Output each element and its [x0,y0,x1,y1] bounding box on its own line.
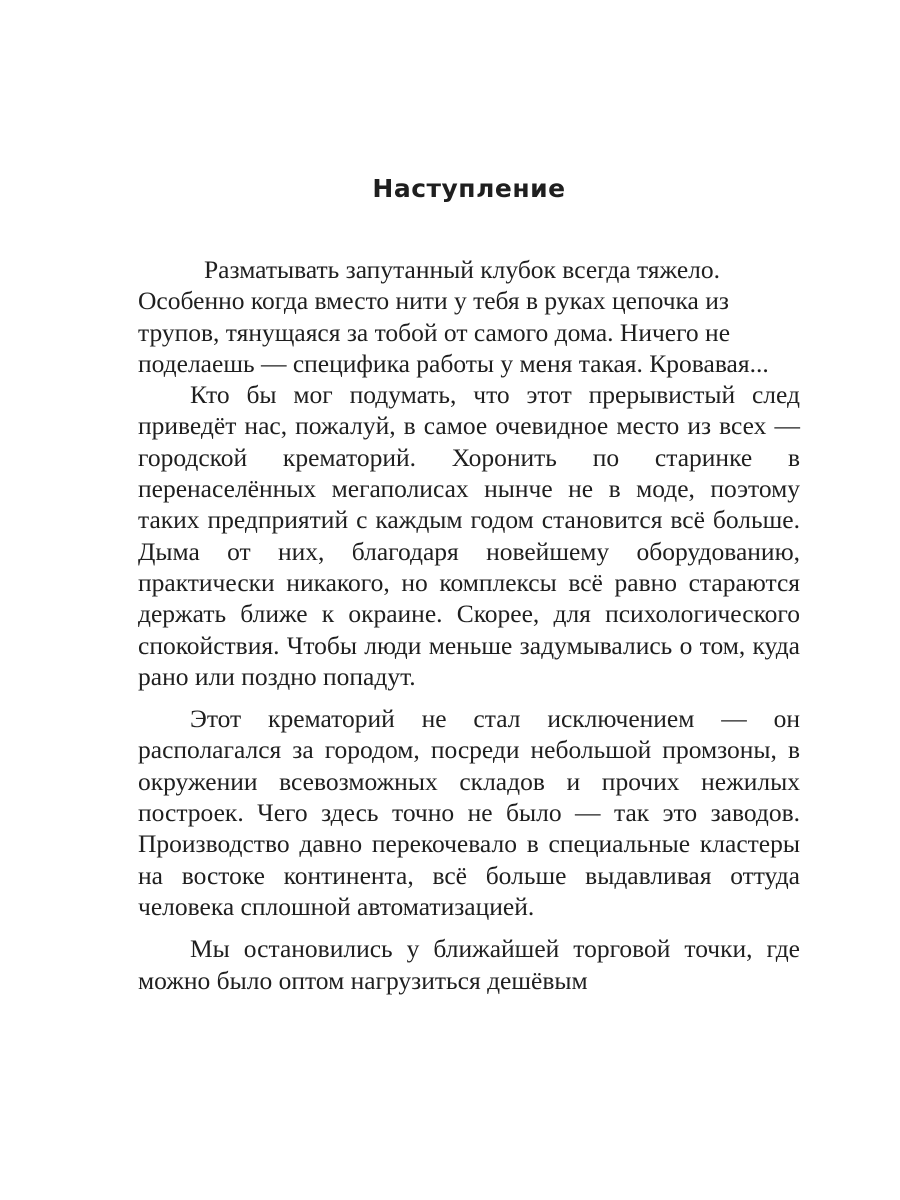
chapter-title: Наступление [372,174,566,203]
paragraph-2: Кто бы мог подумать, что этот прерывистый след приведёт нас, пожалуй, в самое очевидное место из всех — городской крематорий. Хоронить по старинке в перенаселённых мегаполисах нынче не в моде, поэтому таких предприятий с каждым годом становится всё больше. Дыма от них, благодаря новейшему оборудованию, практически никакого, но комплексы всё равно стараются держать ближе к окраине. Скорее, для психологического спокойствия. Чтобы люди меньше задумывались о том, куда рано или поздно попадут. [138,380,800,691]
paragraph-4: Мы остановились у ближайшей торговой точки, где можно было оптом нагрузиться дешёвым [138,934,800,995]
paragraph-3: Этот крематорий не стал исключением — он располагался за городом, посреди небольшой промзоны, в окружении всевозможных складов и прочих нежилых построек. Чего здесь точно не было — так это заводов. Производство давно перекочевало в специальные кластеры на востоке континента, всё больше выдавливая оттуда человека сплошной автоматизацией. [138,704,800,921]
paragraph-1: Разматывать запутанный клубок всегда тяжело. Особенно когда вместо нити у тебя в руках цепочка из трупов, тянущаяся за тобой от самого дома. Ничего не поделаешь — специфика работы у меня такая. Кровавая... [138,255,769,378]
chapter-body [138,254,800,996]
